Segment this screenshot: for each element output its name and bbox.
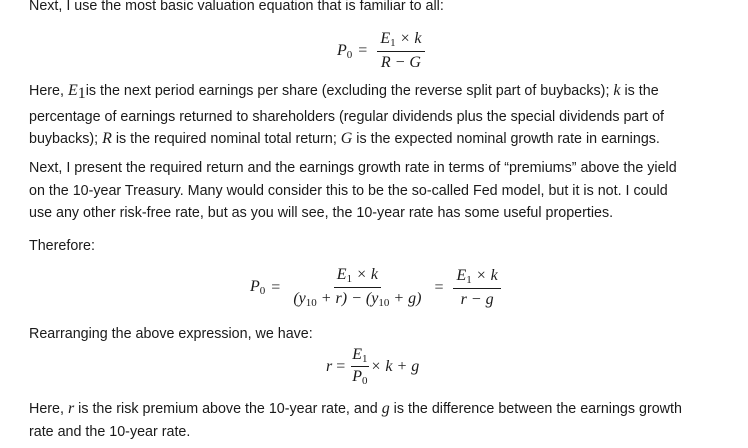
- therefore-label: Therefore:: [29, 238, 95, 254]
- eq3-equals: =: [336, 357, 346, 375]
- premiums-paragraph: [29, 157, 741, 225]
- conclusion-line-2: rate and the 10-year rate.: [29, 423, 191, 440]
- premiums-line-3: use any other risk-free rate, but as you will see, the 10-year rate has some useful properties.: [29, 205, 614, 221]
- conclusion-line-1: Here, r is the risk premium above the 10-year rate, and g is the difference between the earnings growth: [29, 400, 682, 417]
- definitions-paragraph: [29, 80, 741, 151]
- eq2-equals-2: =: [434, 278, 444, 296]
- definitions-line-2: percentage of earnings returned to shareholders (regular dividends plus the special dividends part of: [29, 108, 665, 125]
- eq2-lhs: $P_0$: [250, 278, 266, 297]
- eq1-equals: =: [358, 42, 368, 59]
- risk-premium-equation: [326, 346, 419, 387]
- definitions-line-3: buybacks); R is the required nominal total return; G is the expected nominal growth rate in earnings.: [29, 130, 660, 147]
- eq1-denominator: R − G: [380, 54, 421, 71]
- eq2-denominator-1: $(y_{10} + r) - (y_{10} + g)$: [293, 290, 422, 309]
- eq3-rest: × k + g: [370, 357, 420, 375]
- eq2-numerator-2: $E_1 \times k$: [453, 267, 500, 289]
- definitions-line-1: Here, $E_1is$ the next period earnings per share (excluding the reverse split part of buybacks); k is the: [29, 82, 659, 102]
- eq1-fraction: [377, 30, 424, 72]
- premiums-line-1: Next, I present the required return and the earnings growth rate in terms of “premiums” above the yield: [29, 160, 677, 176]
- eq2-fraction-1: [290, 266, 424, 309]
- eq3-denominator: $P_0$: [352, 368, 368, 387]
- eq2-denominator-2: r − g: [460, 290, 494, 308]
- premium-equation: [250, 266, 505, 309]
- eq3-fraction: [351, 346, 368, 387]
- eq1-numerator: $E_1 \times k$: [377, 30, 424, 52]
- conclusion-paragraph: [29, 398, 741, 443]
- valuation-equation: [337, 30, 429, 72]
- eq2-fraction-2: [453, 267, 500, 309]
- eq1-lhs: $P_0$: [337, 41, 353, 61]
- eq2-equals-1: =: [271, 278, 281, 296]
- eq2-numerator-1: $E_1 \times k$: [334, 266, 381, 288]
- eq3-numerator: $E_1$: [352, 346, 368, 365]
- intro-paragraph: Next, I use the most basic valuation equation that is familiar to all:: [29, 0, 444, 14]
- premiums-line-2: on the 10-year Treasury. Many would consider this to be the so-called Fed model, but it is not. I could: [29, 182, 668, 199]
- eq3-lhs: r: [326, 357, 333, 375]
- rearranging-label: Rearranging the above expression, we have:: [29, 326, 313, 342]
